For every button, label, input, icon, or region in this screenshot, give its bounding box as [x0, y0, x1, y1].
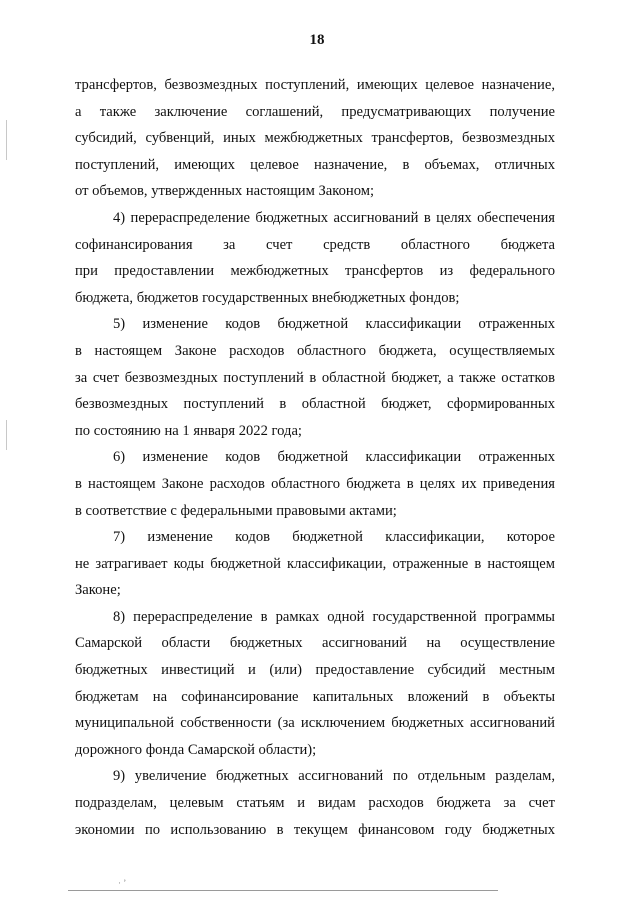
text-line: от объемов, утвержденных настоящим Законом; — [75, 183, 375, 200]
paragraph — [75, 444, 555, 524]
text-line: подразделам, целевым статьям и видам расходов бюджета за счет — [75, 795, 555, 812]
text-line: 7) изменение кодов бюджетной классификации, которое — [113, 529, 555, 546]
text-line: субсидий, субвенций, иных межбюджетных трансфертов, безвозмездных — [75, 130, 555, 147]
scan-edge-mark — [6, 120, 7, 160]
text-line: в соответствие с федеральными правовыми актами; — [75, 502, 397, 519]
text-line: 8) перераспределение в рамках одной государственной программы — [113, 608, 555, 625]
text-line: в настоящем Законе расходов областного бюджета в целях их приведения — [75, 475, 555, 492]
paragraph — [75, 205, 555, 311]
paragraph — [75, 604, 555, 764]
text-line: экономии по использованию в текущем финансовом году бюджетных — [75, 821, 555, 838]
text-line: безвозмездных поступлений в областной бюджет, сформированных — [75, 396, 555, 413]
text-line: поступлений, имеющих целевое назначение, в объемах, отличных — [75, 156, 555, 173]
text-line: 5) изменение кодов бюджетной классификации отраженных — [113, 316, 555, 333]
text-line: 4) перераспределение бюджетных ассигнований в целях обеспечения — [113, 209, 555, 226]
paragraph — [75, 524, 555, 604]
paragraph — [75, 72, 555, 205]
text-line: по состоянию на 1 января 2022 года; — [75, 422, 302, 439]
text-line: 6) изменение кодов бюджетной классификации отраженных — [113, 449, 555, 466]
text-line: в настоящем Законе расходов областного бюджета, осуществляемых — [75, 342, 555, 359]
text-line: а также заключение соглашений, предусматривающих получение — [75, 103, 555, 120]
text-line: при предоставлении межбюджетных трансфертов из федерального — [75, 263, 555, 280]
paragraph — [75, 311, 555, 444]
text-line: дорожного фонда Самарской области); — [75, 741, 317, 758]
paragraph — [75, 763, 555, 843]
page-number: 18 — [309, 32, 325, 48]
text-line: бюджетам на софинансирование капитальных вложений в объекты — [75, 688, 555, 705]
text-line: Законе; — [75, 582, 121, 599]
text-line: не затрагивает коды бюджетной классификации, отраженные в настоящем — [75, 555, 555, 572]
footer-rule — [68, 890, 498, 891]
text-line: бюджетных инвестиций и (или) предоставление субсидий местным — [75, 662, 555, 679]
scan-edge-mark — [6, 420, 7, 450]
text-line: муниципальной собственности (за исключением бюджетных ассигнований — [75, 715, 555, 732]
text-line: софинансирования за счет средств областного бюджета — [75, 236, 555, 253]
document-body — [75, 72, 555, 843]
text-line: трансфертов, безвозмездных поступлений, имеющих целевое назначение, — [75, 77, 555, 93]
scan-artifact: · ’ — [118, 878, 127, 888]
text-line: за счет безвозмездных поступлений в областной бюджет, а также остатков — [75, 369, 555, 386]
text-line: 9) увеличение бюджетных ассигнований по отдельным разделам, — [113, 768, 555, 785]
text-line: бюджета, бюджетов государственных внебюджетных фондов; — [75, 289, 460, 306]
text-line: Самарской области бюджетных ассигнований на осуществление — [75, 635, 555, 652]
